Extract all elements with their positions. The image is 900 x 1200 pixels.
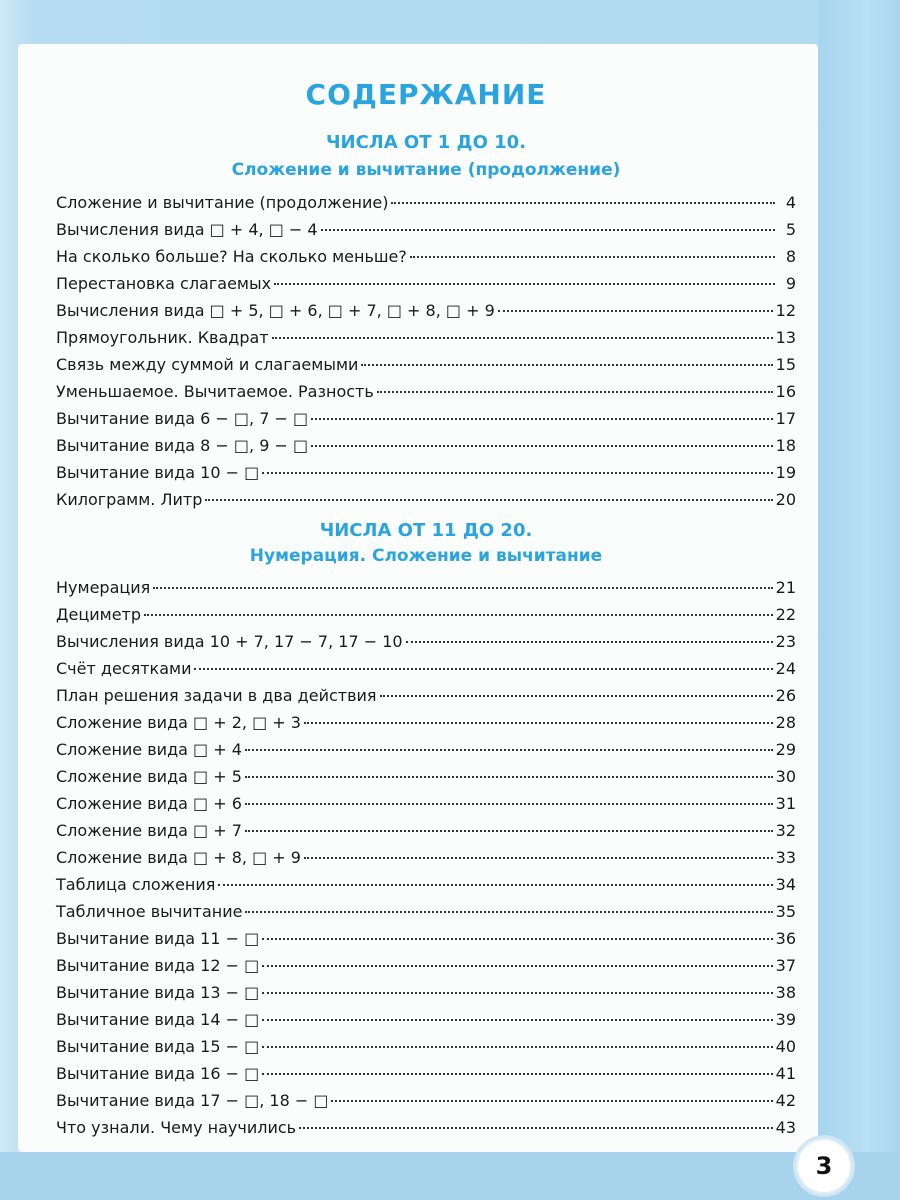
toc-entry-page-number: 23 (775, 632, 796, 651)
section-2-entries (56, 574, 796, 1141)
toc-entry-label: Вычитание вида 14 − □ (56, 1010, 260, 1029)
toc-entry-page-number: 34 (775, 875, 796, 894)
toc-entry-label: Вычитание вида 16 − □ (56, 1064, 260, 1083)
bottom-margin-strip (0, 1152, 900, 1200)
toc-entry-label: Вычитание вида 13 − □ (56, 983, 260, 1002)
dot-leader (218, 884, 772, 886)
dot-leader (262, 992, 772, 994)
toc-entry-page-number: 8 (785, 247, 796, 266)
toc-entry[interactable] (56, 817, 796, 844)
toc-entry-page-number: 38 (775, 983, 796, 1002)
toc-entry[interactable] (56, 736, 796, 763)
toc-entry-label: Табличное вычитание (56, 902, 243, 921)
toc-entry-label: На сколько больше? На сколько меньше? (56, 247, 407, 266)
toc-entry-page-number: 42 (775, 1091, 796, 1110)
dot-leader (245, 911, 772, 913)
toc-entry[interactable] (56, 709, 796, 736)
toc-entry-page-number: 21 (775, 578, 796, 597)
dot-leader (262, 1019, 772, 1021)
toc-entry-label: Вычисления вида □ + 4, □ − 4 (56, 220, 318, 239)
toc-entry-label: Сложение вида □ + 5 (56, 767, 242, 786)
right-margin-strip (818, 0, 900, 1200)
dot-leader (377, 391, 773, 393)
toc-entry-page-number: 37 (775, 956, 796, 975)
toc-entry[interactable] (56, 763, 796, 790)
toc-entry-page-number: 30 (775, 767, 796, 786)
toc-entry[interactable] (56, 324, 796, 351)
toc-entry[interactable] (56, 297, 796, 324)
toc-entry[interactable] (56, 1114, 796, 1141)
toc-entry[interactable] (56, 898, 796, 925)
toc-entry-label: Дециметр (56, 605, 142, 624)
dot-leader (205, 499, 772, 501)
dot-leader (321, 229, 775, 231)
dot-leader (406, 641, 773, 643)
page-number-badge: 3 (796, 1138, 852, 1194)
toc-entry-label: Что узнали. Чему научились (56, 1118, 297, 1137)
toc-entry-page-number: 19 (775, 463, 796, 482)
toc-entry[interactable] (56, 351, 796, 378)
toc-entry-page-number: 33 (775, 848, 796, 867)
toc-entry[interactable] (56, 952, 796, 979)
toc-entry-label: План решения задачи в два действия (56, 686, 377, 705)
toc-entry-label: Сложение вида □ + 7 (56, 821, 242, 840)
dot-leader (331, 1100, 772, 1102)
toc-entry-page-number: 17 (775, 409, 796, 428)
dot-leader (380, 695, 773, 697)
toc-entry-page-number: 29 (775, 740, 796, 759)
toc-entry-page-number: 40 (775, 1037, 796, 1056)
toc-entry-label: Вычитание вида 10 − □ (56, 463, 260, 482)
toc-entry[interactable] (56, 1006, 796, 1033)
toc-entry-label: Сложение вида □ + 4 (56, 740, 242, 759)
toc-entry-page-number: 36 (775, 929, 796, 948)
toc-entry-page-number: 18 (775, 436, 796, 455)
toc-entry[interactable] (56, 871, 796, 898)
toc-entry[interactable] (56, 459, 796, 486)
dot-leader (245, 830, 773, 832)
toc-entry-page-number: 20 (775, 490, 796, 509)
toc-entry[interactable] (56, 925, 796, 952)
section-2-subtitle: Нумерация. Сложение и вычитание (249, 546, 603, 566)
dot-leader (361, 364, 772, 366)
toc-entry-label: Сложение и вычитание (продолжение) (56, 193, 389, 212)
toc-entry[interactable] (56, 1060, 796, 1087)
dot-leader (262, 965, 772, 967)
toc-entry-label: Нумерация (56, 578, 151, 597)
toc-entry-label: Перестановка слагаемых (56, 274, 272, 293)
toc-entry-label: Сложение вида □ + 6 (56, 794, 242, 813)
toc-entry[interactable] (56, 378, 796, 405)
dot-leader (262, 472, 772, 474)
dot-leader (262, 1046, 772, 1048)
dot-leader (194, 668, 772, 670)
toc-entry-page-number: 9 (785, 274, 796, 293)
toc-entry-label: Вычитание вида 8 − □, 9 − □ (56, 436, 309, 455)
dot-leader (274, 283, 775, 285)
dot-leader (391, 202, 775, 204)
toc-entry[interactable] (56, 243, 796, 270)
toc-entry[interactable] (56, 216, 796, 243)
toc-entry-label: Вычитание вида 6 − □, 7 − □ (56, 409, 309, 428)
toc-entry[interactable] (56, 574, 796, 601)
toc-entry-page-number: 16 (775, 382, 796, 401)
dot-leader (311, 418, 773, 420)
toc-entry-page-number: 39 (775, 1010, 796, 1029)
toc-entry-label: Вычисления вида □ + 5, □ + 6, □ + 7, □ + 8, □ + 9 (56, 301, 495, 320)
toc-entry[interactable] (56, 601, 796, 628)
toc-entry-page-number: 41 (775, 1064, 796, 1083)
dot-leader (262, 1073, 772, 1075)
toc-entry-label: Вычитание вида 12 − □ (56, 956, 260, 975)
toc-entry[interactable] (56, 189, 796, 216)
toc-entry-label: Вычитание вида 11 − □ (56, 929, 260, 948)
toc-entry[interactable] (56, 979, 796, 1006)
toc-entry-label: Вычитание вида 17 − □, 18 − □ (56, 1091, 329, 1110)
dot-leader (304, 857, 773, 859)
toc-entry-label: Связь между суммой и слагаемыми (56, 355, 359, 374)
toc-entry[interactable] (56, 405, 796, 432)
toc-entry-page-number: 31 (775, 794, 796, 813)
toc-entry-page-number: 5 (785, 220, 796, 239)
toc-entry[interactable] (56, 844, 796, 871)
section-2-title: ЧИСЛА ОТ 11 ДО 20. (319, 520, 533, 541)
dot-leader (245, 803, 773, 805)
toc-entry-label: Вычитание вида 15 − □ (56, 1037, 260, 1056)
toc-entry-page-number: 13 (775, 328, 796, 347)
toc-entry[interactable] (56, 270, 796, 297)
dot-leader (245, 776, 773, 778)
toc-entry-label: Килограмм. Литр (56, 490, 203, 509)
toc-entry-page-number: 24 (775, 659, 796, 678)
toc-entry-page-number: 28 (775, 713, 796, 732)
dot-leader (153, 587, 772, 589)
toc-entry[interactable] (56, 432, 796, 459)
section-1-entries (56, 189, 796, 513)
dot-leader (304, 722, 773, 724)
toc-entry-label: Таблица сложения (56, 875, 216, 894)
toc-entry-page-number: 43 (775, 1118, 796, 1137)
toc-entry[interactable] (56, 1033, 796, 1060)
toc-entry-label: Счёт десятками (56, 659, 192, 678)
toc-entry-label: Вычисления вида 10 + 7, 17 − 7, 17 − 10 (56, 632, 403, 651)
toc-entry-page-number: 32 (775, 821, 796, 840)
dot-leader (410, 256, 775, 258)
dot-leader (311, 445, 773, 447)
toc-entry-label: Сложение вида □ + 2, □ + 3 (56, 713, 301, 732)
toc-entry-label: Сложение вида □ + 8, □ + 9 (56, 848, 301, 867)
toc-entry-page-number: 35 (775, 902, 796, 921)
toc-entry[interactable] (56, 486, 796, 513)
section-1-subtitle: Сложение и вычитание (продолжение) (231, 160, 621, 180)
dot-leader (262, 938, 772, 940)
section-1-title: ЧИСЛА ОТ 1 ДО 10. (325, 132, 527, 153)
toc-entry-page-number: 12 (775, 301, 796, 320)
dot-leader (144, 614, 773, 616)
toc-entry-page-number: 26 (775, 686, 796, 705)
dot-leader (299, 1127, 773, 1129)
toc-entry-label: Уменьшаемое. Вычитаемое. Разность (56, 382, 374, 401)
toc-entry-page-number: 4 (785, 193, 796, 212)
toc-entry[interactable] (56, 655, 796, 682)
toc-entry[interactable] (56, 1087, 796, 1114)
dot-leader (498, 310, 773, 312)
dot-leader (245, 749, 773, 751)
toc-entry[interactable] (56, 682, 796, 709)
toc-entry-page-number: 15 (775, 355, 796, 374)
toc-entry-label: Прямоугольник. Квадрат (56, 328, 269, 347)
toc-entry[interactable] (56, 790, 796, 817)
toc-entry[interactable] (56, 628, 796, 655)
toc-entry-page-number: 22 (775, 605, 796, 624)
page-title: СОДЕРЖАНИЕ (305, 78, 547, 111)
dot-leader (272, 337, 773, 339)
